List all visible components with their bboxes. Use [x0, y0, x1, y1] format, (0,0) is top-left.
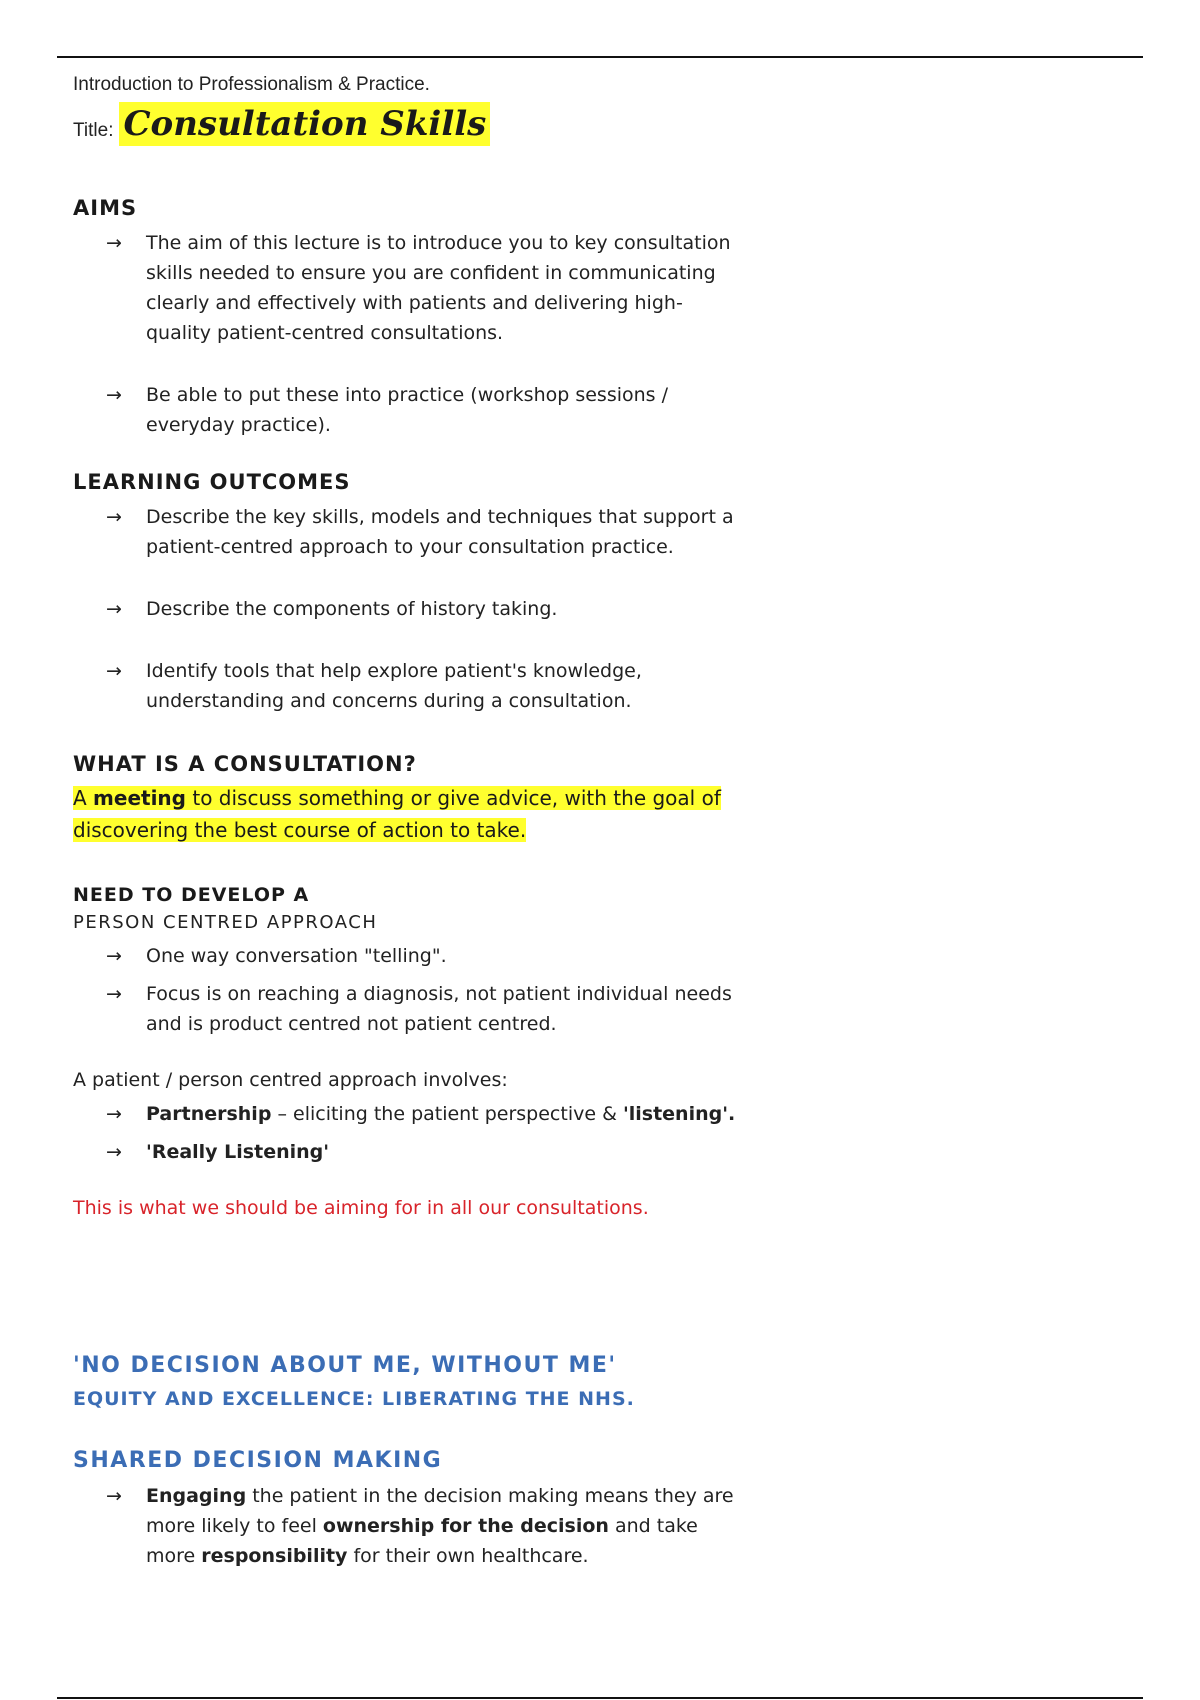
learning-outcomes-list	[73, 502, 1073, 716]
consultation-definition	[73, 782, 723, 846]
sdm-bold: Engaging	[146, 1485, 247, 1507]
nhs-subheading: EQUITY AND EXCELLENCE: LIBERATING THE NHS.	[73, 1388, 635, 1410]
outcome-item	[73, 656, 746, 716]
arrow-icon: →	[106, 598, 122, 620]
aims-item	[73, 380, 746, 440]
definition-keyword: meeting	[93, 786, 186, 810]
outcome-item	[73, 594, 746, 624]
approach-item-text: – eliciting the patient perspective &	[271, 1103, 623, 1125]
approach-item	[73, 1099, 746, 1129]
need-item-text: One way conversation "telling".	[146, 945, 447, 967]
arrow-icon: →	[106, 660, 122, 682]
bottom-rule	[57, 1697, 1143, 1699]
approach-list	[73, 1099, 1073, 1167]
arrow-icon: →	[106, 1485, 122, 1507]
arrow-icon: →	[106, 506, 122, 528]
definition-pre: A	[73, 786, 94, 810]
arrow-icon: →	[106, 983, 122, 1005]
document-body	[73, 74, 1073, 1571]
approach-item-end: 'listening'.	[622, 1103, 736, 1125]
approach-item-bold: Partnership	[146, 1103, 272, 1125]
arrow-icon: →	[106, 1103, 122, 1125]
sdm-heading: SHARED DECISION MAKING	[73, 1448, 443, 1473]
sdm-text: for their own healthcare.	[347, 1545, 589, 1567]
approach-intro: A patient / person centred approach involves:	[73, 1069, 508, 1091]
aims-item-text: Be able to put these into practice (workshop sessions / everyday practice).	[146, 384, 669, 436]
aims-item	[73, 228, 746, 348]
learning-outcomes-heading: LEARNING OUTCOMES	[73, 470, 351, 494]
top-rule	[57, 56, 1143, 58]
outcome-item-text: Describe the key skills, models and techniques that support a patient-centred approach to your consultation practice.	[146, 506, 734, 558]
outcome-item	[73, 502, 746, 562]
aims-heading: AIMS	[73, 196, 138, 220]
arrow-icon: →	[106, 1141, 122, 1163]
arrow-icon: →	[106, 232, 122, 254]
arrow-icon: →	[106, 384, 122, 406]
sdm-bold: ownership for the decision	[322, 1515, 609, 1537]
sdm-text: and take more	[146, 1515, 698, 1567]
need-heading: NEED TO DEVELOP A	[73, 884, 310, 906]
outcome-item-text: Describe the components of history taking.	[146, 598, 558, 620]
need-item	[73, 941, 746, 971]
document-title: Consultation Skills	[119, 102, 490, 146]
approach-item-bold: 'Really Listening'	[146, 1141, 330, 1163]
sdm-bold: responsibility	[201, 1545, 348, 1567]
title-row	[73, 102, 1073, 146]
sdm-item	[73, 1481, 746, 1571]
sdm-text: the patient in the decision making means they are more likely to feel	[146, 1485, 734, 1537]
arrow-icon: →	[106, 945, 122, 967]
need-subheading: PERSON CENTRED APPROACH	[73, 912, 378, 933]
nhs-quote-heading: 'NO DECISION ABOUT ME, WITHOUT ME'	[73, 1353, 617, 1378]
need-list	[73, 941, 1073, 1039]
need-item-text: Focus is on reaching a diagnosis, not patient individual needs and is product centred not patient centred.	[146, 983, 732, 1035]
approach-item	[73, 1137, 746, 1167]
title-label: Title:	[73, 120, 114, 141]
need-item	[73, 979, 746, 1039]
definition-post: to discuss something or give advice, with the goal of discovering the best course of action to take.	[73, 786, 721, 842]
outcome-item-text: Identify tools that help explore patient's knowledge, understanding and concerns during a consultation.	[146, 660, 642, 712]
definition-highlight	[73, 786, 721, 842]
course-name: Introduction to Professionalism & Practice.	[73, 74, 430, 95]
consultation-heading: WHAT IS A CONSULTATION?	[73, 752, 417, 776]
sdm-list	[73, 1481, 1073, 1571]
aims-item-text: The aim of this lecture is to introduce you to key consultation skills needed to ensure you are confident in communicating clearly and effectively with patients and delivering high-quality patient-centred consultations.	[146, 232, 731, 344]
aim-note: This is what we should be aiming for in all our consultations.	[73, 1197, 649, 1219]
aims-list	[73, 228, 1073, 440]
